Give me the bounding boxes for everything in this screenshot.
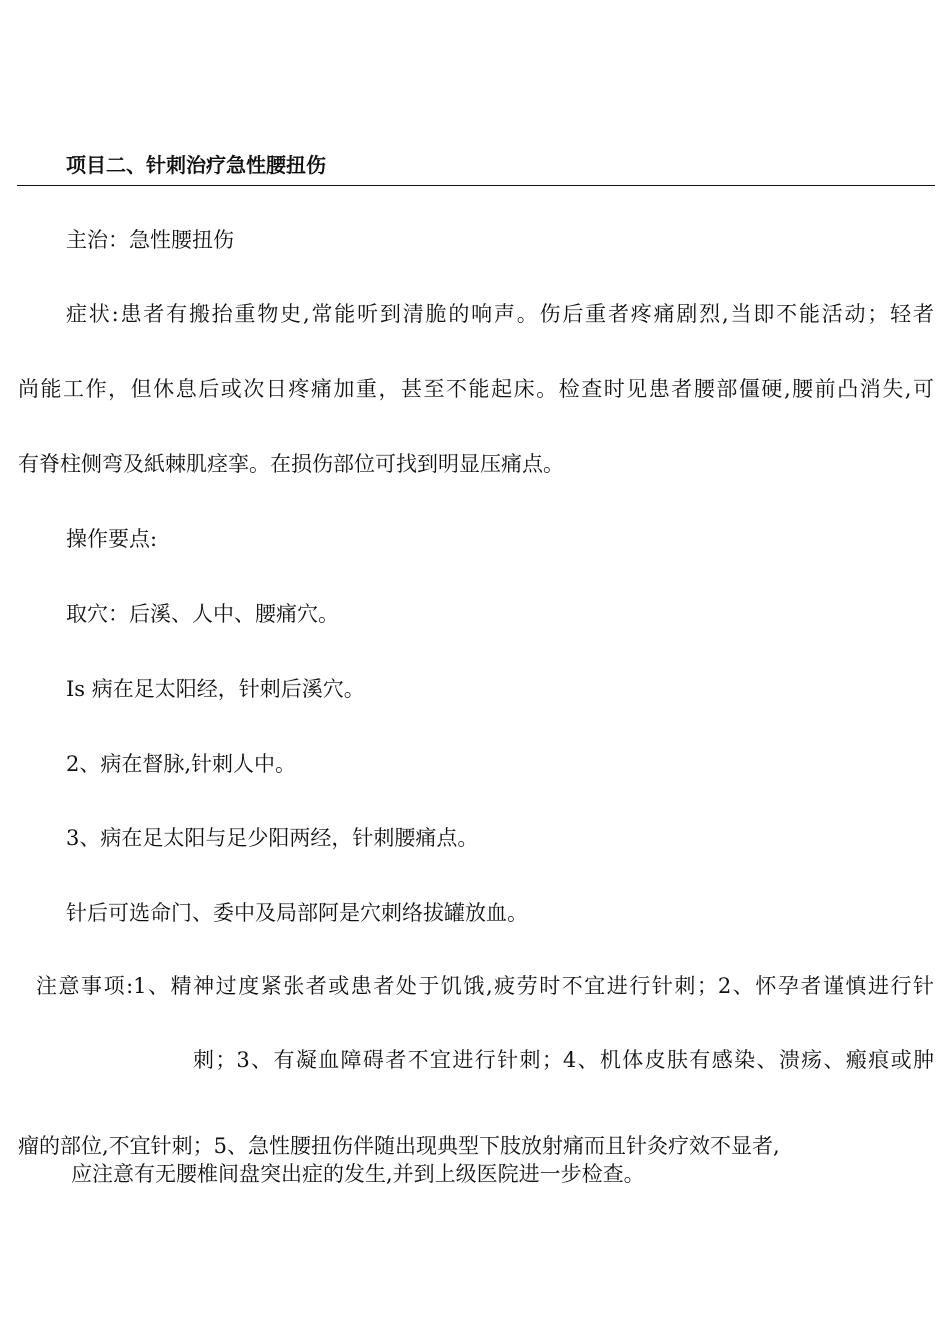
symptoms-line-2: 尚能工作，但休息后或次日疼痛加重，甚至不能起床。检查时见患者腰部僵硬,腰前凸消失,可 [18,377,934,401]
indication-text: 主治：急性腰扭伤 [66,228,234,252]
list-item: Is 病在足太阳经，针刺后溪穴。 [66,677,365,701]
acupoints-text: 取穴：后溪、人中、腰痛穴。 [66,602,339,626]
precautions-line-1: 注意事项:1、精神过度紧张者或患者处于饥饿,疲劳时不宜进行针刺；2、怀孕者谨慎进行针 [36,974,934,998]
precautions-line-3: 瘤的部位,不宜针刺；5、急性腰扭伤伴随出现典型下肢放射痛而且针灸疗效不显者, [18,1134,780,1158]
operation-heading: 操作要点: [66,527,158,551]
document-title: 项目二、针刺治疗急性腰扭伤 [66,153,326,177]
list-item: 3、病在足太阳与足少阳两经，针刺腰痛点。 [66,826,479,850]
symptoms-line-1: 症状:患者有搬抬重物史,常能听到清脆的响声。伤后重者疼痛剧烈,当即不能活动；轻者 [66,302,934,326]
precautions-line-4: 应注意有无腰椎间盘突出症的发生,并到上级医院进一步检查。 [71,1162,645,1186]
symptoms-line-3: 有脊柱侧弯及紙棘肌痉挛。在损伤部位可找到明显压痛点。 [18,452,564,476]
list-item: 2、病在督脉,针刺人中。 [66,752,297,776]
title-divider [17,185,935,186]
precautions-line-2: 刺；3、有凝血障碍者不宜进行针刺；4、机体皮肤有感染、溃疡、瘢痕或肿 [193,1048,934,1072]
after-needle-text: 针后可选命门、委中及局部阿是穴刺络拔罐放血。 [66,901,528,925]
